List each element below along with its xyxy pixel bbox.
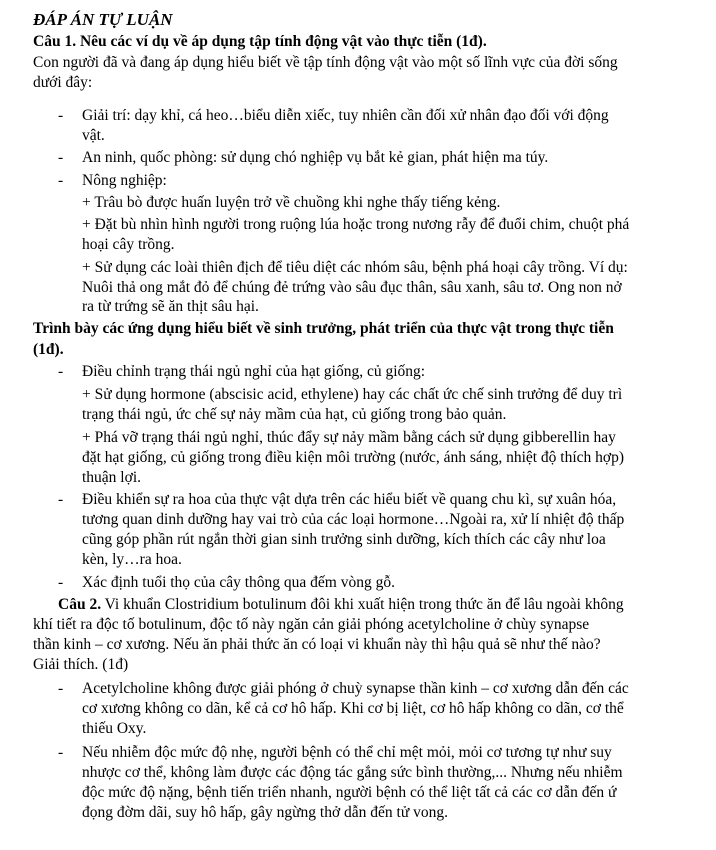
bullet-dash: - — [58, 363, 64, 380]
plant-sub-item-cont: thuận lợi. — [82, 469, 141, 486]
question-2-text-cont: Giải thích. (1đ) — [33, 656, 129, 673]
q2-answer-bullet-cont: độc mức độ nặng, bệnh tiến triển nhanh, người bệnh có thể liệt tất cả các cơ dẫn đến ứ — [82, 784, 617, 801]
q1-bullet-entertainment-cont: vật. — [82, 127, 105, 144]
q2-answer-bullet: Nếu nhiễm độc mức độ nhẹ, người bệnh có thể chỉ mệt mỏi, mỏi cơ tương tự như suy — [82, 744, 612, 761]
q2-answer-bullet-cont: cơ xương không co dãn, kể cả cơ hô hấp. Khi cơ bị liệt, cơ hô hấp không co dãn, cơ thể — [82, 700, 624, 717]
q1-bullet-entertainment: Giải trí: dạy khỉ, cá heo…biểu diễn xiếc, tuy nhiên cần đối xử nhân đạo đối với động — [82, 107, 609, 124]
question-plant-heading: Trình bày các ứng dụng hiểu biết về sinh trưởng, phát triển của thực vật trong thực tiễn — [33, 320, 614, 337]
bullet-dash: - — [58, 149, 64, 166]
q1-bullet-security: An ninh, quốc phòng: sử dụng chó nghiệp vụ bắt kẻ gian, phát hiện ma túy. — [82, 149, 549, 166]
question-1-heading: Câu 1. Nêu các ví dụ về áp dụng tập tính động vật vào thực tiễn (1đ). — [33, 33, 487, 50]
q1-intro-line: Con người đã và đang áp dụng hiểu biết về tập tính động vật vào một số lĩnh vực của đời sống — [33, 54, 618, 71]
plant-bullet-flowering-cont: kèn, ly…ra hoa. — [82, 551, 182, 568]
q1-sub-item-cont: ra từ trứng sẽ ăn thịt sâu hại. — [82, 298, 259, 315]
plant-sub-item-cont: đặt hạt giống, củ giống trong điều kiện môi trường (nước, ánh sáng, nhiệt độ thích hợp) — [82, 449, 625, 466]
question-plant-heading-cont: (1đ). — [33, 341, 64, 358]
q2-answer-bullet-cont: thiếu Oxy. — [82, 720, 147, 737]
bullet-dash: - — [58, 172, 64, 189]
q2-answer-bullet-cont: nhược cơ thể, không làm được các động tác gắng sức bình thường,... Nhưng nếu nhiễm — [82, 764, 623, 781]
question-2-text-cont: thần kinh – cơ xương. Nếu ăn phải thức ăn có loại vi khuẩn này thì hậu quả sẽ như thế nào? — [33, 636, 601, 653]
document-title: ĐÁP ÁN TỰ LUẬN — [33, 10, 173, 29]
plant-bullet-flowering-cont: cũng góp phần rút ngắn thời gian sinh trưởng sinh dưỡng, kích thích các cây như loa — [82, 531, 606, 548]
bullet-dash: - — [58, 744, 64, 761]
plant-bullet-dormancy: Điều chỉnh trạng thái ngủ nghỉ của hạt giống, củ giống: — [82, 363, 426, 380]
bullet-dash: - — [58, 680, 64, 697]
q1-sub-item-cont: hoại cây trồng. — [82, 236, 175, 253]
q1-sub-item: + Sử dụng các loài thiên địch để tiêu diệt các nhóm sâu, bệnh phá hoại cây trồng. Ví dụ: — [82, 259, 628, 276]
plant-sub-item-cont: trạng thái ngủ, ức chế sự nảy mầm của hạt, củ giống trong bảo quản. — [82, 406, 507, 423]
question-2-text-cont: khí tiết ra độc tố botulinum, độc tố này ngăn cản giải phóng acetylcholine ở chùy synapse — [33, 616, 590, 633]
plant-bullet-flowering: Điều khiển sự ra hoa của thực vật dựa trên các hiểu biết về quang chu kì, sự xuân hóa, — [82, 491, 617, 508]
q1-sub-item-cont: Nuôi thả ong mắt đỏ để chúng đẻ trứng vào sâu đục thân, sâu xanh, sâu tơ. Ong non nở — [82, 279, 622, 296]
q1-sub-item: + Trâu bò được huấn luyện trở về chuồng khi nghe thấy tiếng kẻng. — [82, 194, 501, 211]
q1-intro-line: dưới đây: — [33, 74, 93, 91]
question-2-label: Câu 2. — [58, 596, 102, 613]
plant-bullet-tree-age: Xác định tuổi thọ của cây thông qua đếm vòng gỗ. — [82, 574, 395, 591]
plant-sub-item: + Sử dụng hormone (abscisic acid, ethylene) hay các chất ức chế sinh trưởng để duy trì — [82, 386, 623, 403]
q1-bullet-agriculture: Nông nghiệp: — [82, 172, 167, 189]
bullet-dash: - — [58, 574, 64, 591]
question-2-text: Vi khuẩn Clostridium botulinum đôi khi xuất hiện trong thức ăn để lâu ngoài không — [101, 596, 624, 613]
q1-sub-item: + Đặt bù nhìn hình người trong ruộng lúa hoặc trong nương rẫy để đuổi chim, chuột phá — [82, 216, 630, 233]
plant-sub-item: + Phá vỡ trạng thái ngủ nghỉ, thúc đẩy sự nảy mầm bằng cách sử dụng gibberellin hay — [82, 429, 616, 446]
question-2-first-line — [58, 595, 624, 615]
bullet-dash: - — [58, 107, 64, 124]
plant-bullet-flowering-cont: tương quan dinh dưỡng hay vai trò của các loại hormone…Ngoài ra, xử lí nhiệt độ thấp — [82, 511, 625, 528]
q2-answer-bullet-cont: đọng đờm dãi, suy hô hấp, gây ngừng thở dẫn đến tử vong. — [82, 804, 448, 821]
bullet-dash: - — [58, 491, 64, 508]
q2-answer-bullet: Acetylcholine không được giải phóng ở chuỳ synapse thần kinh – cơ xương dẫn đến các — [82, 680, 629, 697]
